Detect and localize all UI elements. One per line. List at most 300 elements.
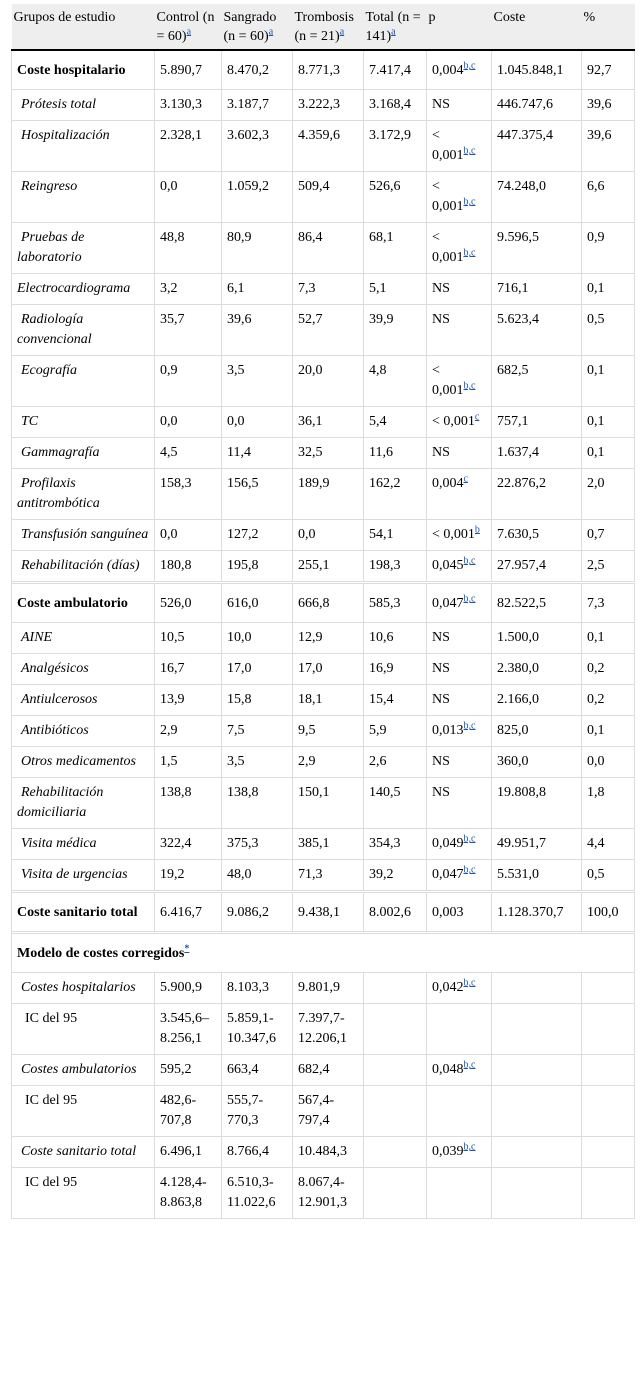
cell-value: 22.876,2 bbox=[497, 476, 546, 491]
row-label: Profilaxis antitrombótica bbox=[17, 476, 100, 511]
row-label-cell bbox=[12, 584, 155, 623]
table-row bbox=[12, 685, 635, 716]
table-cell bbox=[492, 551, 582, 582]
row-label-cell bbox=[12, 973, 155, 1004]
table-cell bbox=[222, 438, 293, 469]
table-cell bbox=[293, 747, 364, 778]
table-cell bbox=[364, 551, 427, 582]
footnote-link[interactable]: b bbox=[474, 524, 480, 536]
table-cell bbox=[427, 623, 492, 654]
cell-value: 48,8 bbox=[160, 230, 185, 245]
table-cell bbox=[222, 551, 293, 582]
cell-value: 9.438,1 bbox=[298, 905, 340, 920]
cell-value: 4,8 bbox=[369, 363, 387, 378]
cell-value: 54,1 bbox=[369, 527, 394, 542]
cell-value: 0,0 bbox=[160, 527, 178, 542]
table-cell bbox=[582, 172, 635, 223]
table-cell bbox=[582, 716, 635, 747]
cell-value: 5,4 bbox=[369, 414, 387, 429]
row-label-cell bbox=[12, 90, 155, 121]
column-header-label: Total (n = 141) bbox=[365, 10, 421, 44]
table-cell bbox=[582, 654, 635, 685]
cell-value: 0,0 bbox=[160, 179, 178, 194]
table-cell bbox=[427, 1004, 492, 1055]
row-label-cell bbox=[12, 438, 155, 469]
cell-value: 0,1 bbox=[587, 445, 605, 460]
row-label: IC del 95 bbox=[25, 1175, 78, 1190]
cell-value: 0,003 bbox=[432, 905, 464, 920]
table-cell bbox=[364, 778, 427, 829]
cell-value: 27.957,4 bbox=[497, 558, 546, 573]
cell-value: 322,4 bbox=[160, 836, 192, 851]
cell-value: 666,8 bbox=[298, 596, 330, 611]
cell-value: 0,2 bbox=[587, 661, 605, 676]
table-row bbox=[12, 654, 635, 685]
table-cell bbox=[492, 90, 582, 121]
cell-value: 0,048 bbox=[432, 1062, 464, 1077]
cell-value: 8.103,3 bbox=[227, 980, 269, 995]
cell-value: NS bbox=[432, 630, 450, 645]
row-label: Radiología convencional bbox=[17, 312, 92, 347]
table-cell bbox=[427, 223, 492, 274]
table-cell bbox=[155, 1086, 222, 1137]
cell-value: 3.222,3 bbox=[298, 97, 340, 112]
table-cell bbox=[222, 1086, 293, 1137]
row-label-cell bbox=[12, 50, 155, 90]
cell-value: 0,1 bbox=[587, 414, 605, 429]
table-cell bbox=[364, 623, 427, 654]
column-header bbox=[155, 4, 222, 50]
cell-value: 5.890,7 bbox=[160, 63, 202, 78]
cell-value: 0,0 bbox=[160, 414, 178, 429]
table-cell bbox=[364, 172, 427, 223]
table-cell bbox=[492, 172, 582, 223]
cell-value: 138,8 bbox=[160, 785, 192, 800]
row-label: Pruebas de laboratorio bbox=[17, 230, 85, 265]
cell-value: 5.531,0 bbox=[497, 867, 539, 882]
table-cell bbox=[222, 223, 293, 274]
row-label: Modelo de costes corregidos bbox=[17, 946, 185, 961]
cell-value: 0,5 bbox=[587, 312, 605, 327]
cell-value: 180,8 bbox=[160, 558, 192, 573]
cell-value: 0,049 bbox=[432, 836, 464, 851]
table-cell bbox=[222, 860, 293, 891]
cell-value: 80,9 bbox=[227, 230, 252, 245]
cell-value: 526,6 bbox=[369, 179, 401, 194]
table-cell bbox=[293, 1004, 364, 1055]
table-cell bbox=[492, 829, 582, 860]
footnote-link[interactable]: b,c bbox=[463, 247, 476, 259]
table-cell bbox=[582, 305, 635, 356]
row-label: Coste sanitario total bbox=[21, 1144, 137, 1159]
column-header-label: p bbox=[428, 10, 436, 25]
footnote-link[interactable]: b,c bbox=[463, 60, 476, 72]
cell-value: 509,4 bbox=[298, 179, 330, 194]
table-cell bbox=[222, 654, 293, 685]
cell-value: 663,4 bbox=[227, 1062, 259, 1077]
table-cell bbox=[492, 1055, 582, 1086]
table-cell bbox=[492, 860, 582, 891]
table-cell bbox=[582, 747, 635, 778]
table-cell bbox=[492, 685, 582, 716]
table-cell bbox=[427, 973, 492, 1004]
table-cell bbox=[427, 356, 492, 407]
table-cell bbox=[293, 469, 364, 520]
table-cell bbox=[364, 1004, 427, 1055]
row-label-cell bbox=[12, 223, 155, 274]
table-row bbox=[12, 829, 635, 860]
cell-value: 35,7 bbox=[160, 312, 185, 327]
column-header bbox=[364, 4, 427, 50]
cell-value: 7.417,4 bbox=[369, 63, 411, 78]
row-label-cell bbox=[12, 356, 155, 407]
column-header-label: Sangrado (n = 60) bbox=[223, 10, 277, 44]
table-cell bbox=[582, 778, 635, 829]
cell-value: < 0,001 bbox=[432, 230, 464, 265]
cell-value: 3,5 bbox=[227, 754, 245, 769]
table-header bbox=[12, 4, 635, 50]
table-cell bbox=[222, 747, 293, 778]
table-cell bbox=[293, 172, 364, 223]
column-header bbox=[492, 4, 582, 50]
table-cell bbox=[427, 1055, 492, 1086]
cell-value: 2,9 bbox=[160, 723, 178, 738]
table-cell bbox=[427, 778, 492, 829]
footnote-link[interactable]: c bbox=[463, 473, 468, 485]
cell-value: 138,8 bbox=[227, 785, 259, 800]
cell-value: 682,4 bbox=[298, 1062, 330, 1077]
cell-value: 0,1 bbox=[587, 630, 605, 645]
row-label-cell bbox=[12, 1137, 155, 1168]
cell-value: 39,6 bbox=[587, 128, 612, 143]
cell-value: 0,9 bbox=[587, 230, 605, 245]
cell-value: 595,2 bbox=[160, 1062, 192, 1077]
footnote-link[interactable]: b,c bbox=[463, 720, 476, 732]
cell-value: 9.596,5 bbox=[497, 230, 539, 245]
cell-value: 0,7 bbox=[587, 527, 605, 542]
cell-value: 0,047 bbox=[432, 867, 464, 882]
cell-value: 0,0 bbox=[227, 414, 245, 429]
table-row bbox=[12, 1086, 635, 1137]
cell-value: 1,5 bbox=[160, 754, 178, 769]
cell-value: 9,5 bbox=[298, 723, 316, 738]
table-row bbox=[12, 438, 635, 469]
table-cell bbox=[293, 893, 364, 932]
row-label-cell bbox=[12, 274, 155, 305]
table-row bbox=[12, 1137, 635, 1168]
table-cell bbox=[155, 407, 222, 438]
table-cell bbox=[582, 520, 635, 551]
table-cell bbox=[427, 1137, 492, 1168]
table-cell bbox=[222, 893, 293, 932]
row-label: Costes hospitalarios bbox=[21, 980, 136, 995]
table-cell bbox=[364, 747, 427, 778]
table-cell bbox=[364, 356, 427, 407]
table-cell bbox=[364, 223, 427, 274]
cell-value: NS bbox=[432, 661, 450, 676]
table-cell bbox=[364, 50, 427, 90]
footnote-link[interactable]: a bbox=[339, 26, 345, 38]
table-cell bbox=[155, 623, 222, 654]
cell-value: 4,5 bbox=[160, 445, 178, 460]
cell-value: 6.496,1 bbox=[160, 1144, 202, 1159]
column-header bbox=[582, 4, 635, 50]
table-cell bbox=[155, 1168, 222, 1219]
footnote-link[interactable]: b,c bbox=[463, 145, 476, 157]
row-label-cell bbox=[12, 407, 155, 438]
table-cell bbox=[155, 893, 222, 932]
cell-value: 2.166,0 bbox=[497, 692, 539, 707]
table-cell bbox=[427, 50, 492, 90]
table-cell bbox=[492, 121, 582, 172]
cell-value: 13,9 bbox=[160, 692, 185, 707]
table-cell bbox=[582, 1055, 635, 1086]
footnote-link[interactable]: b,c bbox=[463, 864, 476, 876]
table-cell bbox=[293, 50, 364, 90]
table-cell bbox=[427, 172, 492, 223]
table-cell bbox=[427, 438, 492, 469]
table-row bbox=[12, 973, 635, 1004]
footnote-link[interactable]: a bbox=[268, 26, 274, 38]
table-cell bbox=[293, 551, 364, 582]
cell-value: 49.951,7 bbox=[497, 836, 546, 851]
row-label-cell bbox=[12, 305, 155, 356]
table-cell bbox=[222, 356, 293, 407]
cell-value: 585,3 bbox=[369, 596, 401, 611]
footnote-link[interactable]: b,c bbox=[463, 833, 476, 845]
table-cell bbox=[155, 778, 222, 829]
footnote-link[interactable]: b,c bbox=[463, 593, 476, 605]
table-cell bbox=[293, 520, 364, 551]
row-label: IC del 95 bbox=[25, 1093, 78, 1108]
cell-value: 18,1 bbox=[298, 692, 323, 707]
footnote-link[interactable]: b,c bbox=[463, 977, 476, 989]
table-cell bbox=[492, 716, 582, 747]
row-label: Transfusión sanguínea bbox=[21, 527, 149, 542]
table-cell bbox=[293, 716, 364, 747]
table-cell bbox=[293, 973, 364, 1004]
table-cell bbox=[155, 356, 222, 407]
column-header bbox=[222, 4, 293, 50]
cell-value: 39,2 bbox=[369, 867, 394, 882]
row-label-cell bbox=[12, 172, 155, 223]
cell-value: 48,0 bbox=[227, 867, 252, 882]
cell-value: NS bbox=[432, 97, 450, 112]
table-cell bbox=[492, 584, 582, 623]
cell-value: 100,0 bbox=[587, 905, 619, 920]
table-cell bbox=[427, 1168, 492, 1219]
table-cell bbox=[364, 1055, 427, 1086]
cell-value: 198,3 bbox=[369, 558, 401, 573]
table-cell bbox=[293, 407, 364, 438]
cell-value: 6.510,3-11.022,6 bbox=[227, 1175, 276, 1210]
cell-value: 482,6-707,8 bbox=[160, 1093, 197, 1128]
row-label: Gammagrafía bbox=[21, 445, 100, 460]
table-cell bbox=[364, 584, 427, 623]
cell-value: 7.397,7-12.206,1 bbox=[298, 1011, 347, 1046]
table-row bbox=[12, 223, 635, 274]
table-cell bbox=[492, 893, 582, 932]
cost-table bbox=[11, 4, 635, 1219]
cell-value: 74.248,0 bbox=[497, 179, 546, 194]
table-cell bbox=[582, 50, 635, 90]
cell-value: 716,1 bbox=[497, 281, 529, 296]
cell-value: 15,8 bbox=[227, 692, 252, 707]
table-cell bbox=[364, 829, 427, 860]
table-cell bbox=[293, 623, 364, 654]
footnote-link[interactable]: c bbox=[474, 411, 480, 423]
cell-value: NS bbox=[432, 445, 450, 460]
table-cell bbox=[293, 860, 364, 891]
row-label: Coste ambulatorio bbox=[17, 596, 128, 611]
table-cell bbox=[293, 584, 364, 623]
cell-value: 616,0 bbox=[227, 596, 259, 611]
table-row bbox=[12, 172, 635, 223]
table-body bbox=[12, 50, 635, 1219]
cell-value: 447.375,4 bbox=[497, 128, 553, 143]
table-cell bbox=[492, 50, 582, 90]
cell-value: 4,4 bbox=[587, 836, 605, 851]
table-cell bbox=[364, 685, 427, 716]
table-row bbox=[12, 469, 635, 520]
cell-value: 11,4 bbox=[227, 445, 251, 460]
footnote-link[interactable]: * bbox=[184, 943, 190, 955]
row-label: TC bbox=[21, 414, 39, 429]
table-row bbox=[12, 274, 635, 305]
footnote-link[interactable]: a bbox=[391, 26, 396, 38]
cell-value: 36,1 bbox=[298, 414, 323, 429]
table-cell bbox=[582, 274, 635, 305]
table-cell bbox=[364, 274, 427, 305]
table-cell bbox=[582, 121, 635, 172]
cell-value: 0,042 bbox=[432, 980, 464, 995]
table-cell bbox=[222, 469, 293, 520]
row-label: Costes ambulatorios bbox=[21, 1062, 137, 1077]
table-cell bbox=[364, 407, 427, 438]
row-label-cell bbox=[12, 829, 155, 860]
cell-value: 12,9 bbox=[298, 630, 323, 645]
table-cell bbox=[492, 223, 582, 274]
table-cell bbox=[222, 1168, 293, 1219]
cell-value: NS bbox=[432, 281, 450, 296]
section-row bbox=[12, 934, 635, 973]
table-cell bbox=[492, 407, 582, 438]
table-cell bbox=[427, 654, 492, 685]
cell-value: 3.130,3 bbox=[160, 97, 202, 112]
cell-value: 195,8 bbox=[227, 558, 259, 573]
table-cell bbox=[427, 407, 492, 438]
table-cell bbox=[427, 274, 492, 305]
cell-value: 4.359,6 bbox=[298, 128, 340, 143]
footnote-link[interactable]: b,c bbox=[463, 555, 476, 567]
table-cell bbox=[222, 407, 293, 438]
table-cell bbox=[582, 469, 635, 520]
cell-value: 5.623,4 bbox=[497, 312, 539, 327]
table-cell bbox=[155, 469, 222, 520]
column-header-label: Trombosis (n = 21) bbox=[294, 10, 354, 44]
table-cell bbox=[155, 520, 222, 551]
table-row bbox=[12, 778, 635, 829]
table-row bbox=[12, 747, 635, 778]
cell-value: 3.187,7 bbox=[227, 97, 269, 112]
row-label: IC del 95 bbox=[25, 1011, 78, 1026]
cell-value: 446.747,6 bbox=[497, 97, 553, 112]
row-label: Rehabilitación domiciliaria bbox=[17, 785, 104, 820]
table-cell bbox=[155, 90, 222, 121]
table-cell bbox=[427, 747, 492, 778]
table-cell bbox=[364, 893, 427, 932]
cell-value: 92,7 bbox=[587, 63, 612, 78]
row-label: Antiulcerosos bbox=[21, 692, 98, 707]
cell-value: 10.484,3 bbox=[298, 1144, 347, 1159]
footnote-link[interactable]: b,c bbox=[463, 196, 476, 208]
table-cell bbox=[293, 1168, 364, 1219]
row-label: Reingreso bbox=[21, 179, 78, 194]
cell-value: 17,0 bbox=[227, 661, 252, 676]
cell-value: 9.086,2 bbox=[227, 905, 269, 920]
table-cell bbox=[427, 893, 492, 932]
table-cell bbox=[293, 778, 364, 829]
footnote-link[interactable]: a bbox=[186, 26, 192, 38]
table-cell bbox=[222, 172, 293, 223]
cell-value: 8.766,4 bbox=[227, 1144, 269, 1159]
cell-value: 127,2 bbox=[227, 527, 259, 542]
table-row bbox=[12, 623, 635, 654]
table-cell bbox=[582, 1168, 635, 1219]
cell-value: 0,047 bbox=[432, 596, 464, 611]
table-row bbox=[12, 1004, 635, 1055]
table-cell bbox=[492, 747, 582, 778]
footnote-link[interactable]: b,c bbox=[463, 1141, 476, 1153]
table-cell bbox=[222, 1055, 293, 1086]
cell-value: 3,5 bbox=[227, 363, 245, 378]
row-label: Visita de urgencias bbox=[21, 867, 128, 882]
cell-value: 11,6 bbox=[369, 445, 393, 460]
cell-value: 32,5 bbox=[298, 445, 323, 460]
cell-value: 360,0 bbox=[497, 754, 529, 769]
table-cell bbox=[222, 305, 293, 356]
table-cell bbox=[492, 778, 582, 829]
table-row bbox=[12, 1055, 635, 1086]
cell-value: 375,3 bbox=[227, 836, 259, 851]
row-label-cell bbox=[12, 551, 155, 582]
cell-value: 0,039 bbox=[432, 1144, 464, 1159]
cell-value: 19.808,8 bbox=[497, 785, 546, 800]
cell-value: 7,5 bbox=[227, 723, 245, 738]
row-label-cell bbox=[12, 121, 155, 172]
cell-value: 2,9 bbox=[298, 754, 316, 769]
table-cell bbox=[364, 520, 427, 551]
table-cell bbox=[222, 1137, 293, 1168]
cell-value: 0,004 bbox=[432, 63, 464, 78]
table-cell bbox=[582, 973, 635, 1004]
table-row bbox=[12, 407, 635, 438]
table-cell bbox=[293, 1055, 364, 1086]
table-cell bbox=[427, 520, 492, 551]
cell-value: 385,1 bbox=[298, 836, 330, 851]
cell-value: 0,013 bbox=[432, 723, 464, 738]
cell-value: 86,4 bbox=[298, 230, 323, 245]
row-label: Hospitalización bbox=[21, 128, 110, 143]
cell-value: 0,045 bbox=[432, 558, 464, 573]
table-cell bbox=[293, 223, 364, 274]
footnote-link[interactable]: b,c bbox=[463, 1059, 476, 1071]
cell-value: 68,1 bbox=[369, 230, 394, 245]
cell-value: 3,2 bbox=[160, 281, 178, 296]
footnote-link[interactable]: b,c bbox=[463, 380, 476, 392]
cell-value: 0,1 bbox=[587, 363, 605, 378]
table-cell bbox=[364, 305, 427, 356]
